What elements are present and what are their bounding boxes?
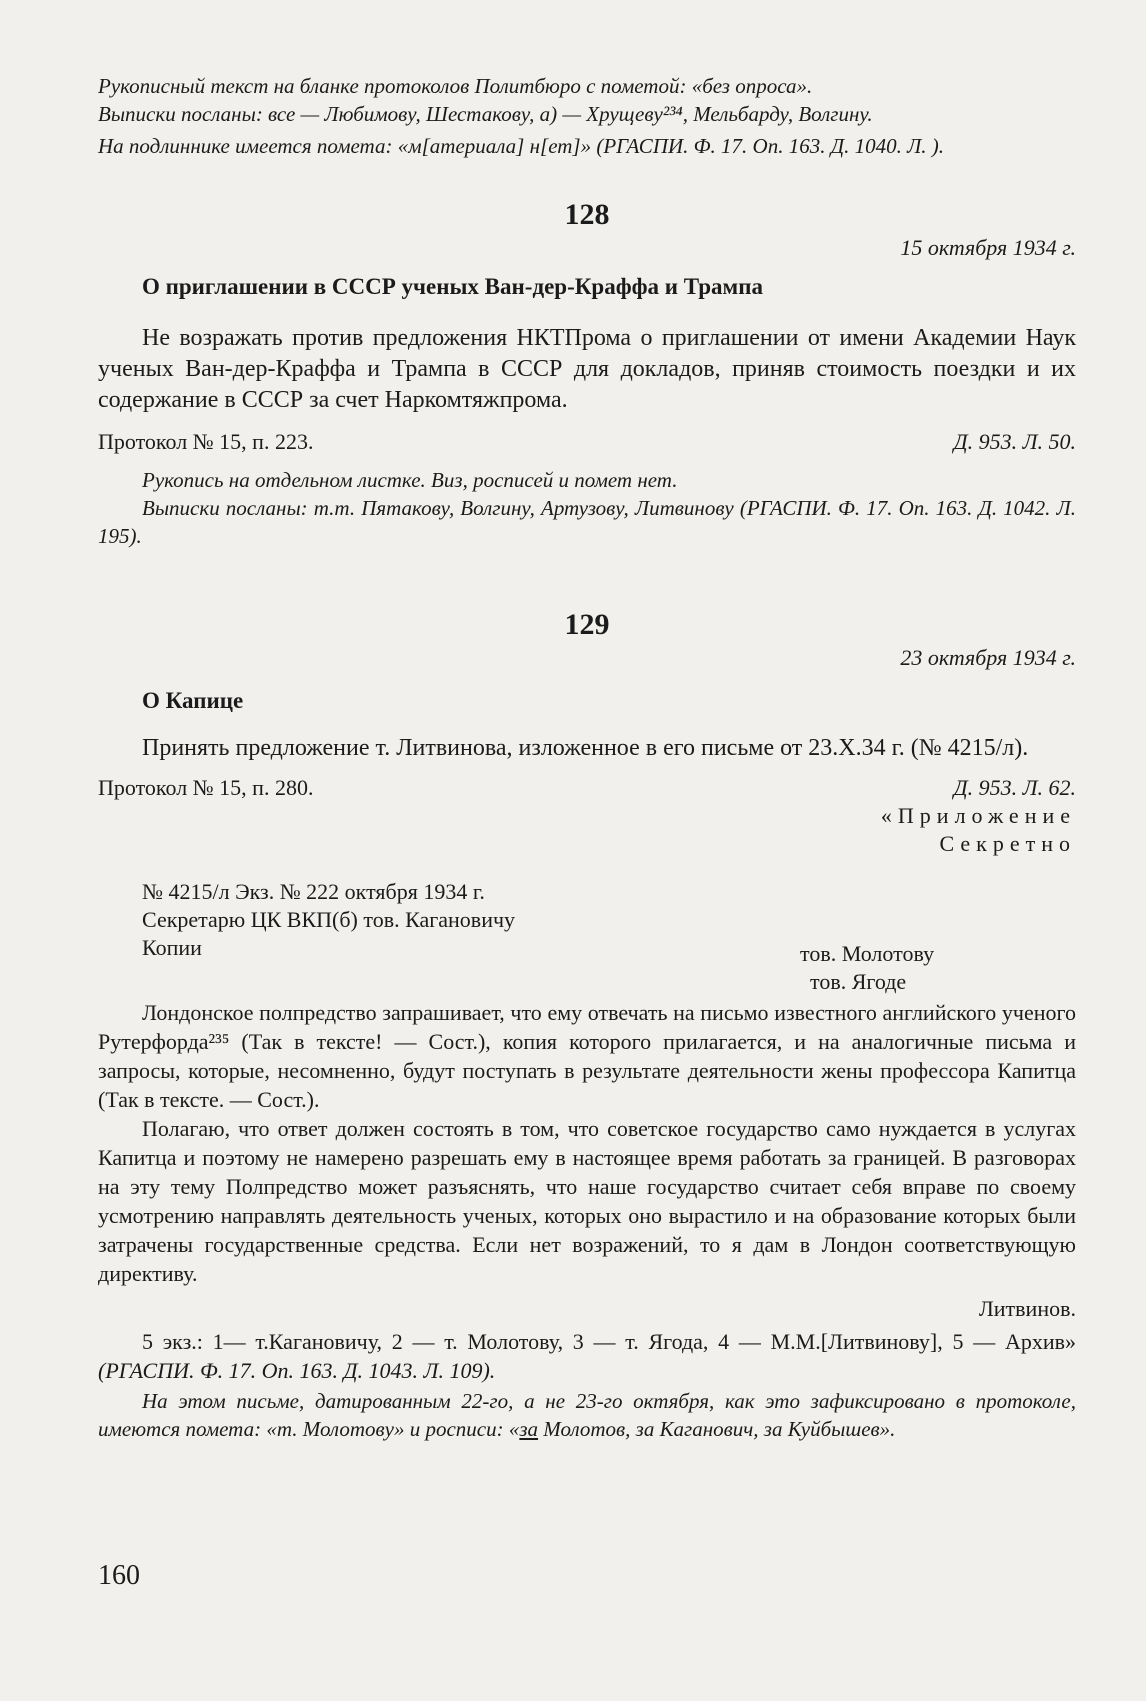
page-number: 160 [98,1560,140,1591]
doc129-letter-para1: Лондонское полпредство запрашивает, что ему отвечать на письмо известного английского ученого Рутерфорда²³⁵ (Так в тексте! — Сост.), копия которого прилагается, и на аналогичные письма и запросы, которые, несомненно, будут поступать в результате деятельности жены профессора Капитца (Так в тексте. — Сост.). [98,1000,1076,1112]
doc129-archive-ref: Д. 953. Л. 62. [953,775,1076,800]
doc129-copy-yagoda: тов. Ягоде [810,969,907,994]
doc128-body: Не возражать против предложения НКТПрома о приглашении от имени Академии Наук ученых Ван-дер-Краффа и Трампа в СССР для докладов, приняв стоимость поездки и их содержание в СССР за счет Наркомтяжпрома. [98,325,1076,413]
doc129-copy-molotov: тов. Молотову [800,941,935,966]
doc128-note-extracts: Выписки посланы: все — Любимову, Шестакову, а) — Хрущеву²³⁴, Мельбарду, Волгину. [98,102,873,126]
doc129-appendix-label: «Приложение [880,803,1076,828]
doc128-note-sent: Выписки посланы: т.т. Пятакову, Волгину, Артузову, Литвинову (РГАСПИ. Ф. 17. Оп. 163. Д. 1042. Л. 195). [98,496,1076,548]
doc129-distribution-list: 5 экз.: 1— т.Кагановичу, 2 — т. Молотову, 3 — т. Ягода, 4 — М.М.[Литвинову], 5 — Архив» [142,1329,1076,1354]
doc129-ref-line: № 4215/л Экз. № 222 октября 1934 г. [142,879,485,904]
doc129-final-note [98,1387,1076,1443]
doc128-date: 15 октября 1934 г. [900,235,1076,260]
doc129-distribution [98,1327,1076,1385]
doc128-note-handwritten: Рукописный текст на бланке протоколов Политбюро с пометой: «без опроса». [98,74,813,98]
doc129-date: 23 октября 1934 г. [900,645,1076,670]
doc129-letter-para2: Полагаю, что ответ должен состоять в том, что советское государство само нуждается в услугах Капитца и поэтому не намерено разрешать ему в настоящее время работать за границей. В разговорах на эту тему Полпредство может разъяснять, что наше государство считает себя вправе по своему усмотрению направлять деятельность ученых, которых оно вырастило и на образование которых были затрачены государственные средства. Если нет возражений, то я дам в Лондон соответствующую директиву. [98,1116,1076,1286]
doc129-title: О Капице [142,688,244,713]
doc129-distribution-ref: (РГАСПИ. Ф. 17. Оп. 163. Д. 1043. Л. 109). [98,1358,496,1383]
doc129-signature: Литвинов. [978,1296,1076,1321]
doc128-number: 128 [564,198,610,231]
doc128-protocol: Протокол № 15, п. 223. [98,429,314,454]
doc129-final-note-b: Молотов, за Каганович, за Куйбышев». [538,1417,896,1441]
doc129-protocol-row [98,774,1076,802]
doc128-note-manuscript: Рукопись на отдельном листке. Виз, росписей и помет нет. [142,468,678,492]
doc129-final-note-a: На этом письме, датированным 22-го, а не 23-го октября, как это зафиксировано в протоколе, имеются помета: «т. Молотову» и росписи: « [98,1389,1076,1441]
doc128-title: О приглашении в СССР ученых Ван-дер-Краффа и Трампа [142,274,763,299]
doc128-protocol-row [98,428,1076,456]
doc128-archive-ref: Д. 953. Л. 50. [953,429,1076,454]
doc128-note-original: На подлиннике имеется помета: «м[атериала] н[ет]» (РГАСПИ. Ф. 17. Оп. 163. Д. 1040. Л. ). [98,134,945,158]
doc129-body: Принять предложение т. Литвинова, изложенное в его письме от 23.Х.34 г. (№ 4215/л). [142,735,1029,761]
doc129-final-note-za: за [519,1417,539,1441]
doc129-number: 129 [564,608,610,641]
doc129-protocol: Протокол № 15, п. 280. [98,775,314,800]
doc129-copies-block [98,934,1076,994]
doc129-secret-label: Секретно [939,831,1076,856]
doc129-addressee: Секретарю ЦК ВКП(б) тов. Кагановичу [142,907,516,932]
doc129-copies-label: Копии [142,935,202,960]
